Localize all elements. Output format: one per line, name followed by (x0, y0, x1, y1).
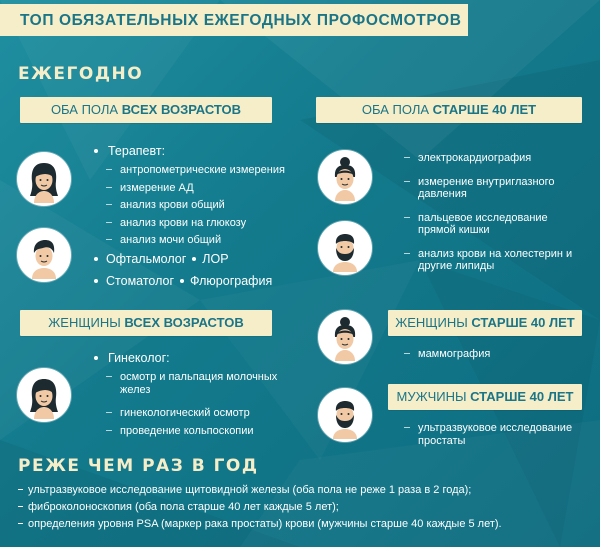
list-item: электрокардиография (404, 152, 579, 165)
list-item: пальцевое исследование прямой кишки (404, 212, 579, 237)
tag-women-over-40 (388, 310, 582, 336)
older-woman-avatar-icon (318, 310, 372, 364)
list-item: антропометрические измерения (106, 164, 304, 177)
tag-bold: СТАРШЕ 40 ЛЕТ (432, 102, 537, 117)
list-item: анализ крови общий (106, 199, 304, 212)
gynecologist-label: Гинеколог: (94, 351, 294, 365)
list-item: гинекологический осмотр (106, 407, 294, 420)
tag-women-all-ages (20, 310, 272, 336)
tag-prefix: ОБА ПОЛА (50, 102, 122, 117)
list-item: анализ мочи общий (106, 234, 304, 247)
woman-avatar-icon (17, 152, 71, 206)
list-item: фиброколоноскопия (оба пола старше 40 лет каждые 5 лет); (18, 500, 502, 514)
list-item: измерение АД (106, 182, 304, 195)
tag-prefix: МУЖЧИНЫ (396, 389, 471, 404)
header-banner (0, 4, 468, 36)
men-over-40-list (404, 422, 584, 452)
tag-bold: СТАРШЕ 40 ЛЕТ (471, 315, 575, 330)
tag-bold: ВСЕХ ВОЗРАСТОВ (121, 102, 242, 117)
dentist-label: Стоматолог (106, 273, 175, 288)
fluoro-label: Флюрография (190, 273, 273, 288)
tag-prefix: ЖЕНЩИНЫ (395, 315, 472, 330)
tag-men-over-40 (388, 384, 582, 410)
list-item: осмотр и пальпация молочных желез (106, 371, 294, 396)
specialists-row-2 (94, 274, 304, 288)
bearded-man-avatar-icon (318, 221, 372, 275)
page-title: ТОП ОБЯЗАТЕЛЬНЫХ ЕЖЕГОДНЫХ ПРОФОСМОТРОВ (20, 12, 462, 29)
bullet-separator (192, 257, 196, 261)
tag-bold: СТАРШЕ 40 ЛЕТ (470, 389, 574, 404)
both-over-40-list (404, 152, 579, 278)
tag-prefix: ОБА ПОЛА (361, 102, 433, 117)
list-item: ультразвуковое исследование щитовидной железы (оба пола не реже 1 раза в 2 года); (18, 483, 502, 497)
both-all-ages-list (94, 144, 304, 296)
woman-avatar-icon (17, 368, 71, 422)
list-item: маммография (404, 348, 579, 361)
list-item: ультразвуковое исследование простаты (404, 422, 584, 447)
therapist-label: Терапевт: (94, 144, 304, 158)
man-avatar-icon (17, 228, 71, 282)
tag-prefix: ЖЕНЩИНЫ (48, 315, 125, 330)
section-heading-yearly: ЕЖЕГОДНО (18, 64, 144, 84)
women-all-ages-list (94, 351, 294, 442)
lor-label: ЛОР (202, 251, 229, 266)
list-item: анализ крови на глюкозу (106, 217, 304, 230)
list-item: определения уровня PSA (маркер рака простаты) крови (мужчины старше 40 каждые 5 лет). (18, 517, 502, 531)
tag-both-all-ages (20, 97, 272, 123)
rare-exams-list (18, 483, 502, 534)
older-woman-avatar-icon (318, 150, 372, 204)
tag-bold: ВСЕХ ВОЗРАСТОВ (124, 315, 244, 330)
ophthalmologist-label: Офтальмолог (106, 251, 187, 266)
list-item: проведение кольпоскопии (106, 425, 294, 438)
list-item: анализ крови на холестерин и другие липиды (404, 248, 579, 273)
list-item: измерение внутриглазного давления (404, 176, 579, 201)
section-heading-rare: РЕЖЕ ЧЕМ РАЗ В ГОД (18, 456, 259, 476)
specialists-row-1 (94, 252, 304, 266)
women-over-40-list (404, 348, 579, 366)
tag-both-over-40 (316, 97, 582, 123)
bullet-separator (180, 279, 184, 283)
bearded-man-avatar-icon (318, 388, 372, 442)
